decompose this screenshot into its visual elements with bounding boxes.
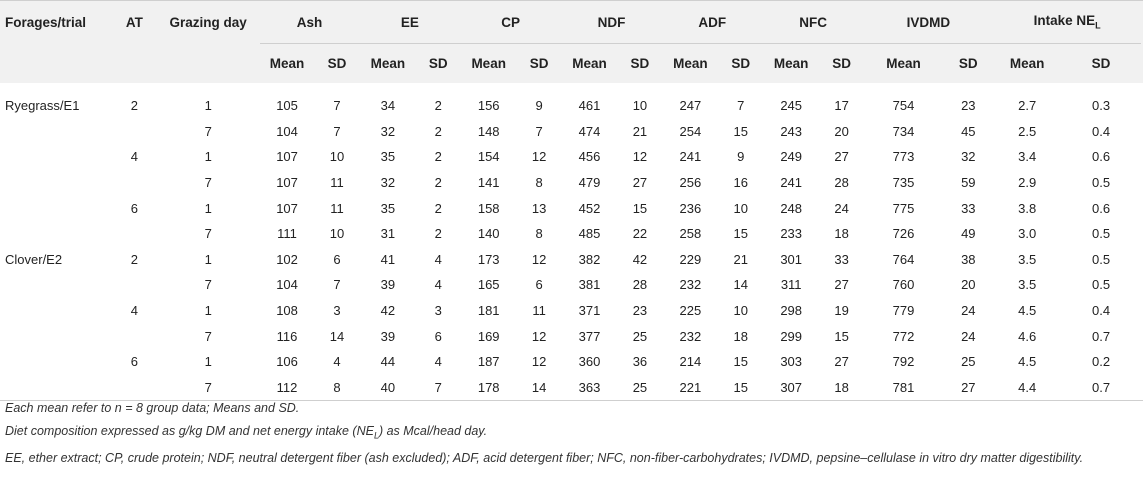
cell-mean: 236 bbox=[679, 200, 702, 216]
cell-mean: 381 bbox=[578, 277, 601, 293]
cell-mean: 104 bbox=[276, 277, 298, 293]
cell-sd: 14 bbox=[329, 328, 345, 344]
cell-mean: 307 bbox=[763, 375, 820, 401]
cell-mean: 158 bbox=[477, 200, 500, 216]
cell-sd: 3 bbox=[333, 303, 341, 319]
cell-sd: 4 bbox=[434, 277, 442, 293]
cell-mean: 363 bbox=[561, 375, 618, 401]
cell-sd: 59 bbox=[961, 175, 976, 191]
cell-mean: 474 bbox=[578, 123, 601, 139]
footnote-3: EE, ether extract; CP, crude protein; NDF, neutral detergent fiber (ash excluded); ADF, acid detergent fiber; NFC, non-fiber-carbohydrates; IVDMD, pepsine–cellulase in vitro dry matter digestibility. bbox=[5, 450, 1084, 465]
col-group-ash: Ash bbox=[260, 1, 360, 44]
cell-sd: 2 bbox=[434, 149, 442, 165]
table-row bbox=[0, 144, 1143, 170]
cell-sd: 7 bbox=[333, 123, 341, 139]
cell-sd: 24 bbox=[961, 328, 976, 344]
col-mean: Mean bbox=[993, 44, 1061, 84]
cell-at bbox=[112, 170, 157, 196]
cell-sd: 7 bbox=[333, 98, 341, 114]
cell-mean: 773 bbox=[892, 149, 915, 165]
cell-mean: 32 bbox=[380, 123, 396, 139]
footnote-2-text-a: Diet composition expressed as g/kg DM and net energy intake (NE bbox=[5, 423, 374, 438]
cell-mean: 221 bbox=[662, 375, 719, 401]
cell-sd: 25 bbox=[632, 328, 648, 344]
cell-mean: 31 bbox=[380, 226, 396, 242]
cell-sd: 45 bbox=[961, 123, 976, 139]
cell-mean: 734 bbox=[892, 123, 915, 139]
cell-sd: 4 bbox=[333, 354, 341, 370]
cell-sd: 0.7 bbox=[1061, 375, 1141, 401]
cell-sd: 36 bbox=[632, 354, 648, 370]
cell-grazing-day: 1 bbox=[204, 149, 212, 165]
cell-sd: 24 bbox=[834, 200, 849, 216]
cell-sd: 9 bbox=[737, 149, 745, 165]
cell-sd: 28 bbox=[834, 175, 849, 191]
cell-grazing-day: 7 bbox=[204, 277, 212, 293]
table-row bbox=[0, 119, 1143, 145]
cell-sd: 18 bbox=[834, 226, 849, 242]
cell-sd: 27 bbox=[943, 375, 993, 401]
cell-sd: 7 bbox=[737, 98, 745, 114]
cell-at: 6 bbox=[130, 200, 138, 216]
cell-sd: 0.7 bbox=[1092, 328, 1111, 344]
cell-sd: 7 bbox=[535, 123, 543, 139]
cell-mean: 311 bbox=[780, 277, 802, 293]
table-row bbox=[0, 93, 1143, 119]
cell-sd: 4 bbox=[434, 354, 442, 370]
cell-grazing-day: 7 bbox=[204, 123, 212, 139]
cell-trial bbox=[0, 144, 112, 170]
cell-sd: 0.5 bbox=[1092, 251, 1111, 267]
col-group-ee: EE bbox=[359, 1, 460, 44]
cell-sd: 23 bbox=[961, 98, 976, 114]
header-row-2 bbox=[0, 44, 1143, 84]
cell-sd: 21 bbox=[632, 123, 648, 139]
col-group-ndf: NDF bbox=[561, 1, 662, 44]
cell-trial bbox=[0, 323, 112, 349]
table-row bbox=[0, 221, 1143, 247]
cell-mean: 735 bbox=[892, 175, 915, 191]
cell-sd: 2 bbox=[434, 226, 442, 242]
cell-mean: 106 bbox=[276, 354, 298, 370]
cell-sd: 38 bbox=[961, 251, 976, 267]
cell-mean: 258 bbox=[679, 226, 702, 242]
cell-mean: 39 bbox=[380, 277, 396, 293]
col-sd: SD bbox=[416, 44, 460, 84]
cell-mean: 111 bbox=[277, 226, 297, 242]
cell-mean: 256 bbox=[679, 175, 702, 191]
table-row bbox=[0, 247, 1143, 273]
col-group-intake bbox=[993, 1, 1141, 44]
cell-sd: 0.6 bbox=[1092, 200, 1111, 216]
cell-sd: 17 bbox=[834, 98, 849, 114]
cell-trial bbox=[0, 195, 112, 221]
cell-mean: 225 bbox=[679, 303, 702, 319]
cell-mean: 102 bbox=[276, 251, 298, 267]
cell-grazing-day: 7 bbox=[204, 328, 212, 344]
cell-mean: 112 bbox=[260, 375, 315, 401]
col-mean: Mean bbox=[763, 44, 820, 84]
cell-grazing-day: 1 bbox=[204, 354, 212, 370]
cell-sd: 33 bbox=[961, 200, 976, 216]
cell-sd: 12 bbox=[531, 328, 547, 344]
col-sd: SD bbox=[1061, 44, 1141, 84]
col-mean: Mean bbox=[460, 44, 517, 84]
cell-mean: 105 bbox=[276, 98, 298, 114]
cell-sd: 23 bbox=[632, 303, 648, 319]
cell-sd: 27 bbox=[632, 175, 648, 191]
col-sd: SD bbox=[943, 44, 993, 84]
cell-sd: 0.5 bbox=[1092, 277, 1111, 293]
cell-mean: 299 bbox=[780, 328, 803, 344]
cell-sd: 15 bbox=[733, 123, 748, 139]
cell-sd: 0.2 bbox=[1092, 354, 1111, 370]
cell-sd: 12 bbox=[531, 251, 547, 267]
col-sd: SD bbox=[517, 44, 561, 84]
col-sd: SD bbox=[315, 44, 360, 84]
cell-mean: 243 bbox=[780, 123, 803, 139]
cell-mean: 452 bbox=[578, 200, 601, 216]
cell-mean: 360 bbox=[578, 354, 601, 370]
cell-mean: 781 bbox=[864, 375, 944, 401]
cell-mean: 2.7 bbox=[1018, 98, 1037, 114]
cell-grazing-day: 7 bbox=[204, 175, 212, 191]
cell-sd: 14 bbox=[733, 277, 748, 293]
cell-mean: 140 bbox=[477, 226, 500, 242]
cell-sd: 0.3 bbox=[1092, 98, 1111, 114]
cell-mean: 754 bbox=[892, 98, 915, 114]
cell-sd: 18 bbox=[733, 328, 748, 344]
cell-at: 6 bbox=[130, 354, 138, 370]
cell-mean: 108 bbox=[276, 303, 298, 319]
cell-trial bbox=[0, 349, 112, 375]
cell-mean: 40 bbox=[359, 375, 416, 401]
cell-sd: 7 bbox=[416, 375, 460, 401]
table-row bbox=[0, 298, 1143, 324]
cell-grazing-day: 7 bbox=[204, 226, 212, 242]
cell-at: 4 bbox=[130, 303, 138, 319]
cell-at bbox=[112, 221, 157, 247]
col-mean: Mean bbox=[260, 44, 315, 84]
cell-sd: 8 bbox=[535, 175, 543, 191]
cell-mean: 34 bbox=[380, 98, 396, 114]
col-forages-trial: Forages/trial bbox=[0, 1, 112, 44]
cell-mean: 247 bbox=[679, 98, 702, 114]
cell-sd: 10 bbox=[632, 98, 648, 114]
cell-mean: 42 bbox=[380, 303, 396, 319]
col-group-nfc: NFC bbox=[763, 1, 864, 44]
cell-mean: 2.9 bbox=[1018, 175, 1037, 191]
cell-at: 4 bbox=[130, 149, 138, 165]
cell-sd: 19 bbox=[834, 303, 849, 319]
cell-mean: 107 bbox=[276, 149, 298, 165]
cell-mean: 35 bbox=[380, 149, 396, 165]
cell-sd: 14 bbox=[517, 375, 561, 401]
col-mean: Mean bbox=[662, 44, 719, 84]
footnote-1: Each mean refer to n = 8 group data; Means and SD. bbox=[5, 401, 300, 415]
cell-sd: 33 bbox=[834, 251, 849, 267]
cell-mean: 241 bbox=[679, 149, 702, 165]
col-at: AT bbox=[112, 1, 157, 44]
cell-sd: 49 bbox=[961, 226, 976, 242]
col-mean: Mean bbox=[561, 44, 618, 84]
cell-mean: 764 bbox=[892, 251, 915, 267]
cell-at bbox=[112, 119, 157, 145]
cell-mean: 779 bbox=[892, 303, 915, 319]
col-group-ivdmd: IVDMD bbox=[864, 1, 994, 44]
cell-mean: 792 bbox=[892, 354, 915, 370]
cell-sd: 15 bbox=[733, 354, 748, 370]
cell-sd: 10 bbox=[733, 200, 748, 216]
cell-sd: 0.5 bbox=[1092, 226, 1111, 242]
cell-grazing-day: 1 bbox=[204, 251, 212, 267]
table-row bbox=[0, 349, 1143, 375]
cell-sd: 18 bbox=[820, 375, 864, 401]
cell-mean: 107 bbox=[276, 200, 298, 216]
col-group-cp: CP bbox=[460, 1, 561, 44]
cell-sd: 22 bbox=[632, 226, 648, 242]
table-row bbox=[0, 323, 1143, 349]
cell-trial bbox=[0, 170, 112, 196]
cell-mean: 232 bbox=[679, 328, 702, 344]
cell-mean: 248 bbox=[780, 200, 803, 216]
footnote-2-text-b: ) as Mcal/head day. bbox=[378, 423, 488, 438]
table-row bbox=[0, 272, 1143, 298]
col-sd: SD bbox=[618, 44, 662, 84]
cell-trial: Clover/E2 bbox=[5, 251, 63, 267]
cell-sd: 0.5 bbox=[1092, 175, 1111, 191]
cell-mean: 3.4 bbox=[1018, 149, 1037, 165]
cell-mean: 116 bbox=[276, 328, 298, 344]
cell-trial bbox=[0, 119, 112, 145]
col-mean: Mean bbox=[359, 44, 416, 84]
footnote-2 bbox=[5, 423, 1135, 444]
cell-mean: 245 bbox=[780, 98, 803, 114]
cell-sd: 42 bbox=[632, 251, 648, 267]
cell-sd: 11 bbox=[330, 175, 344, 191]
cell-sd: 15 bbox=[632, 200, 648, 216]
cell-mean: 173 bbox=[477, 251, 500, 267]
cell-trial bbox=[0, 298, 112, 324]
cell-mean: 165 bbox=[477, 277, 500, 293]
cell-sd: 12 bbox=[632, 149, 648, 165]
cell-mean: 39 bbox=[380, 328, 396, 344]
cell-mean: 2.5 bbox=[1018, 123, 1037, 139]
cell-mean: 148 bbox=[477, 123, 500, 139]
cell-sd: 6 bbox=[333, 251, 341, 267]
cell-mean: 479 bbox=[578, 175, 601, 191]
cell-mean: 726 bbox=[892, 226, 915, 242]
cell-grazing-day: 1 bbox=[204, 200, 212, 216]
cell-at bbox=[112, 272, 157, 298]
cell-mean: 156 bbox=[477, 98, 500, 114]
cell-sd: 12 bbox=[531, 149, 547, 165]
cell-sd: 12 bbox=[531, 354, 547, 370]
cell-mean: 298 bbox=[780, 303, 803, 319]
cell-sd: 15 bbox=[719, 375, 763, 401]
cell-trial bbox=[0, 375, 112, 401]
cell-sd: 9 bbox=[535, 98, 543, 114]
cell-grazing-day: 1 bbox=[204, 98, 212, 114]
cell-mean: 4.4 bbox=[993, 375, 1061, 401]
cell-sd: 7 bbox=[333, 277, 341, 293]
cell-sd: 10 bbox=[329, 149, 345, 165]
intake-label: Intake NE bbox=[1033, 13, 1096, 29]
cell-sd: 8 bbox=[535, 226, 543, 242]
cell-mean: 461 bbox=[578, 98, 601, 114]
cell-sd: 27 bbox=[834, 354, 849, 370]
cell-mean: 154 bbox=[477, 149, 500, 165]
table-row bbox=[0, 195, 1143, 221]
cell-mean: 4.5 bbox=[1018, 354, 1037, 370]
cell-sd: 10 bbox=[329, 226, 345, 242]
cell-mean: 3.0 bbox=[1018, 226, 1037, 242]
cell-sd: 8 bbox=[315, 375, 360, 401]
cell-sd: 27 bbox=[834, 277, 849, 293]
cell-mean: 178 bbox=[460, 375, 517, 401]
col-group-adf: ADF bbox=[662, 1, 763, 44]
cell-grazing-day: 7 bbox=[157, 375, 260, 401]
cell-sd: 15 bbox=[733, 226, 748, 242]
cell-mean: 4.5 bbox=[1018, 303, 1037, 319]
table-row bbox=[0, 375, 1143, 401]
table-row bbox=[0, 170, 1143, 196]
footnote-2-subscript: L bbox=[373, 430, 379, 440]
cell-sd: 20 bbox=[961, 277, 976, 293]
col-grazing-day: Grazing day bbox=[157, 1, 260, 44]
cell-mean: 104 bbox=[276, 123, 298, 139]
cell-mean: 141 bbox=[477, 175, 500, 191]
cell-sd: 27 bbox=[834, 149, 849, 165]
cell-sd: 21 bbox=[733, 251, 748, 267]
cell-mean: 254 bbox=[679, 123, 702, 139]
cell-mean: 382 bbox=[578, 251, 601, 267]
cell-mean: 214 bbox=[679, 354, 702, 370]
cell-mean: 485 bbox=[578, 226, 601, 242]
cell-mean: 32 bbox=[380, 175, 396, 191]
cell-sd: 10 bbox=[733, 303, 748, 319]
cell-trial bbox=[0, 272, 112, 298]
cell-mean: 232 bbox=[679, 277, 702, 293]
cell-mean: 377 bbox=[578, 328, 601, 344]
cell-mean: 35 bbox=[380, 200, 396, 216]
cell-mean: 249 bbox=[780, 149, 803, 165]
cell-mean: 241 bbox=[780, 175, 803, 191]
cell-sd: 32 bbox=[961, 149, 976, 165]
cell-sd: 0.4 bbox=[1092, 303, 1111, 319]
header-row-1 bbox=[0, 1, 1143, 44]
table-body bbox=[0, 83, 1143, 401]
cell-at bbox=[112, 323, 157, 349]
cell-sd: 13 bbox=[531, 200, 547, 216]
cell-mean: 3.8 bbox=[1018, 200, 1037, 216]
cell-trial bbox=[0, 221, 112, 247]
cell-mean: 181 bbox=[477, 303, 500, 319]
col-sd: SD bbox=[820, 44, 864, 84]
cell-sd: 2 bbox=[434, 200, 442, 216]
cell-at: 2 bbox=[130, 98, 138, 114]
cell-mean: 44 bbox=[380, 354, 396, 370]
cell-sd: 11 bbox=[532, 303, 546, 319]
cell-grazing-day: 1 bbox=[204, 303, 212, 319]
cell-mean: 303 bbox=[780, 354, 803, 370]
cell-mean: 3.5 bbox=[1018, 251, 1037, 267]
table-footnotes bbox=[5, 400, 1135, 472]
cell-sd: 11 bbox=[330, 200, 344, 216]
cell-mean: 169 bbox=[477, 328, 500, 344]
cell-at: 2 bbox=[130, 251, 138, 267]
col-mean: Mean bbox=[864, 44, 944, 84]
cell-sd: 28 bbox=[632, 277, 648, 293]
cell-trial: Ryegrass/E1 bbox=[5, 98, 80, 114]
col-sd: SD bbox=[719, 44, 763, 84]
cell-sd: 16 bbox=[733, 175, 748, 191]
cell-mean: 456 bbox=[578, 149, 601, 165]
cell-sd: 25 bbox=[618, 375, 662, 401]
cell-sd: 6 bbox=[535, 277, 543, 293]
cell-mean: 3.5 bbox=[1018, 277, 1037, 293]
cell-sd: 6 bbox=[434, 328, 442, 344]
cell-sd: 0.4 bbox=[1092, 123, 1111, 139]
cell-sd: 25 bbox=[961, 354, 976, 370]
cell-sd: 20 bbox=[834, 123, 849, 139]
cell-mean: 4.6 bbox=[1018, 328, 1037, 344]
cell-mean: 301 bbox=[780, 251, 803, 267]
cell-mean: 187 bbox=[477, 354, 500, 370]
cell-mean: 371 bbox=[578, 303, 601, 319]
cell-at bbox=[112, 375, 157, 401]
cell-sd: 2 bbox=[434, 98, 442, 114]
cell-mean: 107 bbox=[276, 175, 298, 191]
cell-mean: 760 bbox=[892, 277, 915, 293]
cell-sd: 15 bbox=[834, 328, 849, 344]
cell-mean: 775 bbox=[892, 200, 915, 216]
cell-sd: 4 bbox=[434, 251, 442, 267]
cell-mean: 772 bbox=[892, 328, 915, 344]
cell-mean: 229 bbox=[679, 251, 702, 267]
cell-mean: 233 bbox=[780, 226, 803, 242]
cell-sd: 2 bbox=[434, 123, 442, 139]
cell-sd: 2 bbox=[434, 175, 442, 191]
cell-mean: 41 bbox=[380, 251, 396, 267]
cell-sd: 0.6 bbox=[1092, 149, 1111, 165]
cell-sd: 3 bbox=[434, 303, 442, 319]
cell-sd: 24 bbox=[961, 303, 976, 319]
intake-subscript: L bbox=[1095, 20, 1101, 31]
